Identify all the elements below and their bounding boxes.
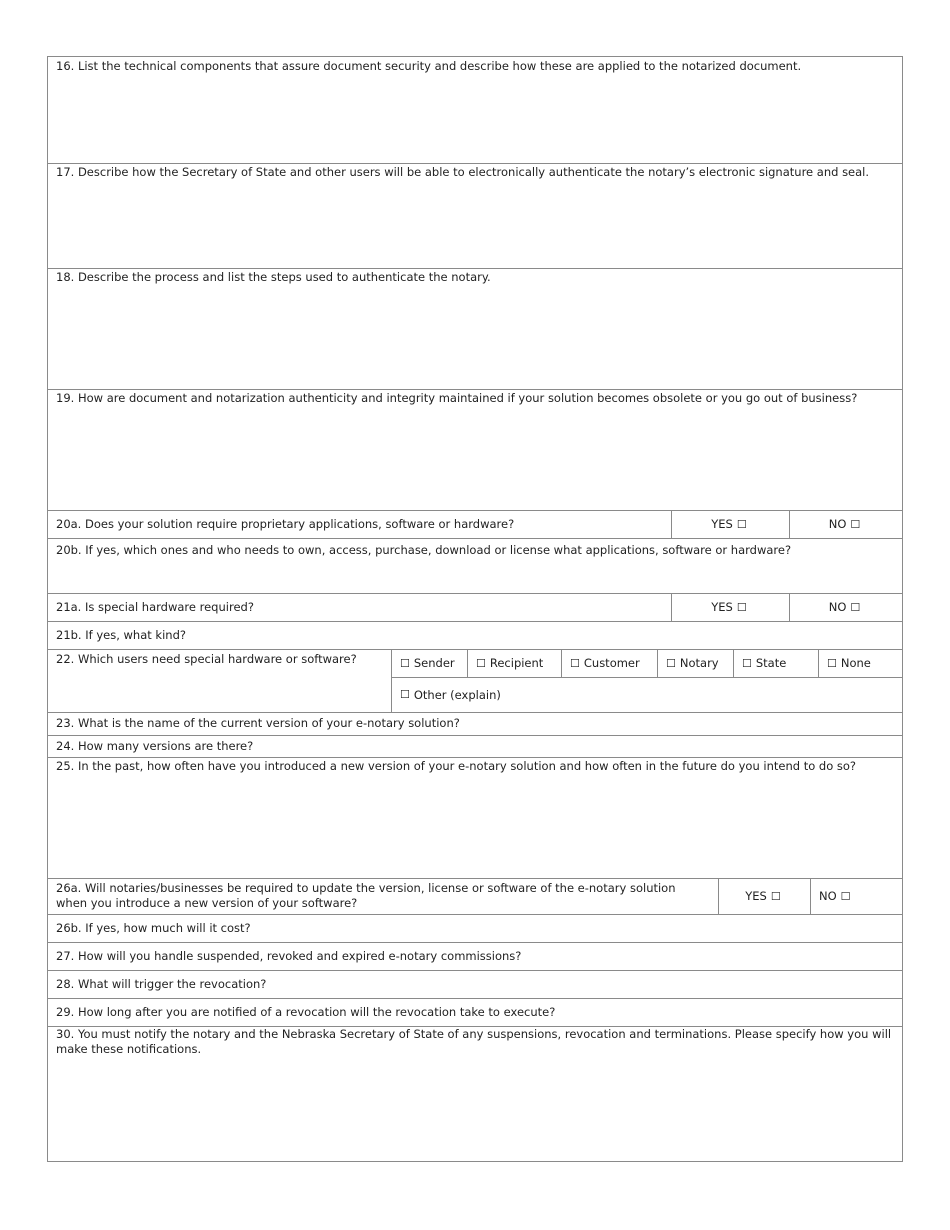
question-22-row — [48, 649, 902, 713]
no-label: NO — [828, 517, 847, 531]
user-option-recipient[interactable] — [467, 649, 562, 677]
question-28-row[interactable] — [48, 970, 902, 999]
no-checkbox[interactable]: ☐ — [840, 889, 851, 903]
question-23-text: 23. What is the name of the current version of your e-notary solution? — [56, 716, 460, 730]
user-option-other[interactable] — [391, 677, 902, 712]
question-24-row[interactable] — [48, 735, 902, 758]
user-option-customer[interactable] — [561, 649, 658, 677]
question-26a-text: 26a. Will notaries/businesses be required to update the version, license or software of the e-notary solution when you introduce a new version of your software? — [56, 881, 676, 910]
question-19-text: 19. How are document and notarization authenticity and integrity maintained if your solution becomes obsolete or you go out of business? — [56, 391, 858, 405]
question-24-text: 24. How many versions are there? — [56, 738, 254, 753]
question-16-text: 16. List the technical components that assure document security and describe how these are applied to the notarized document. — [56, 59, 802, 73]
question-27-text: 27. How will you handle suspended, revoked and expired e-notary commissions? — [56, 948, 522, 963]
q26a-yes-option[interactable] — [718, 878, 811, 914]
recipient-checkbox[interactable]: ☐ — [476, 656, 486, 670]
customer-label: Customer — [583, 656, 640, 670]
yes-checkbox[interactable]: ☐ — [770, 889, 781, 903]
question-20b-row[interactable] — [48, 538, 902, 594]
notary-questionnaire-form — [47, 56, 903, 1162]
question-26b-row[interactable] — [48, 914, 902, 943]
q26a-no-option[interactable] — [810, 878, 903, 914]
question-21b-row[interactable] — [48, 621, 902, 650]
question-30-row[interactable] — [48, 1026, 902, 1162]
no-label: NO — [828, 600, 847, 614]
no-checkbox[interactable]: ☐ — [850, 600, 861, 614]
q20a-no-option[interactable] — [789, 510, 903, 538]
other-label: Other (explain) — [413, 687, 501, 702]
question-25-row[interactable] — [48, 757, 902, 879]
notary-checkbox[interactable]: ☐ — [666, 656, 676, 670]
question-28-text: 28. What will trigger the revocation? — [56, 976, 267, 991]
user-option-sender[interactable] — [391, 649, 468, 677]
recipient-label: Recipient — [489, 656, 544, 670]
question-29-text: 29. How long after you are notified of a revocation will the revocation take to execute? — [56, 1004, 556, 1019]
sender-label: Sender — [413, 656, 455, 670]
question-20a-row — [48, 510, 902, 539]
yes-label: YES — [711, 600, 733, 614]
none-label: None — [840, 656, 871, 670]
question-25-text: 25. In the past, how often have you introduced a new version of your e-notary solution and how often in the future do you intend to do so? — [56, 759, 857, 773]
question-21a-row — [48, 593, 902, 622]
question-23-row[interactable] — [48, 712, 902, 736]
question-17-row[interactable] — [48, 163, 902, 269]
question-18-row[interactable] — [48, 268, 902, 390]
question-21b-text: 21b. If yes, what kind? — [56, 627, 186, 642]
user-option-notary[interactable] — [657, 649, 734, 677]
yes-checkbox[interactable]: ☐ — [736, 600, 747, 614]
question-20a-text: 20a. Does your solution require proprietary applications, software or hardware? — [56, 516, 515, 531]
question-18-text: 18. Describe the process and list the steps used to authenticate the notary. — [56, 270, 491, 284]
notary-label: Notary — [679, 656, 719, 670]
question-19-row[interactable] — [48, 389, 902, 511]
yes-checkbox[interactable]: ☐ — [736, 517, 747, 531]
state-checkbox[interactable]: ☐ — [742, 656, 752, 670]
question-27-row[interactable] — [48, 942, 902, 971]
q21a-no-option[interactable] — [789, 593, 903, 621]
user-option-none[interactable] — [818, 649, 903, 677]
other-checkbox[interactable]: ☐ — [400, 688, 410, 701]
yes-label: YES — [745, 889, 767, 903]
customer-checkbox[interactable]: ☐ — [570, 656, 580, 670]
question-26a-row — [48, 878, 902, 915]
sender-checkbox[interactable]: ☐ — [400, 656, 410, 670]
question-30-text: 30. You must notify the notary and the Nebraska Secretary of State of any suspensions, revocation and terminations. Please specify how you will make these notifications. — [56, 1027, 892, 1056]
user-option-state[interactable] — [733, 649, 819, 677]
no-label: NO — [819, 889, 837, 903]
q21a-yes-option[interactable] — [671, 593, 790, 621]
question-20b-text: 20b. If yes, which ones and who needs to own, access, purchase, download or license what applications, software or hardware? — [56, 543, 792, 557]
question-21a-text: 21a. Is special hardware required? — [56, 599, 254, 614]
question-26b-text: 26b. If yes, how much will it cost? — [56, 920, 251, 935]
yes-label: YES — [711, 517, 733, 531]
question-17-text: 17. Describe how the Secretary of State and other users will be able to electronically authenticate the notary’s electronic signature and seal. — [56, 165, 870, 179]
question-22-text: 22. Which users need special hardware or software? — [56, 652, 357, 666]
q20a-yes-option[interactable] — [671, 510, 790, 538]
question-16-row[interactable] — [48, 57, 902, 164]
no-checkbox[interactable]: ☐ — [850, 517, 861, 531]
none-checkbox[interactable]: ☐ — [827, 656, 837, 670]
question-29-row[interactable] — [48, 998, 902, 1027]
state-label: State — [755, 656, 787, 670]
